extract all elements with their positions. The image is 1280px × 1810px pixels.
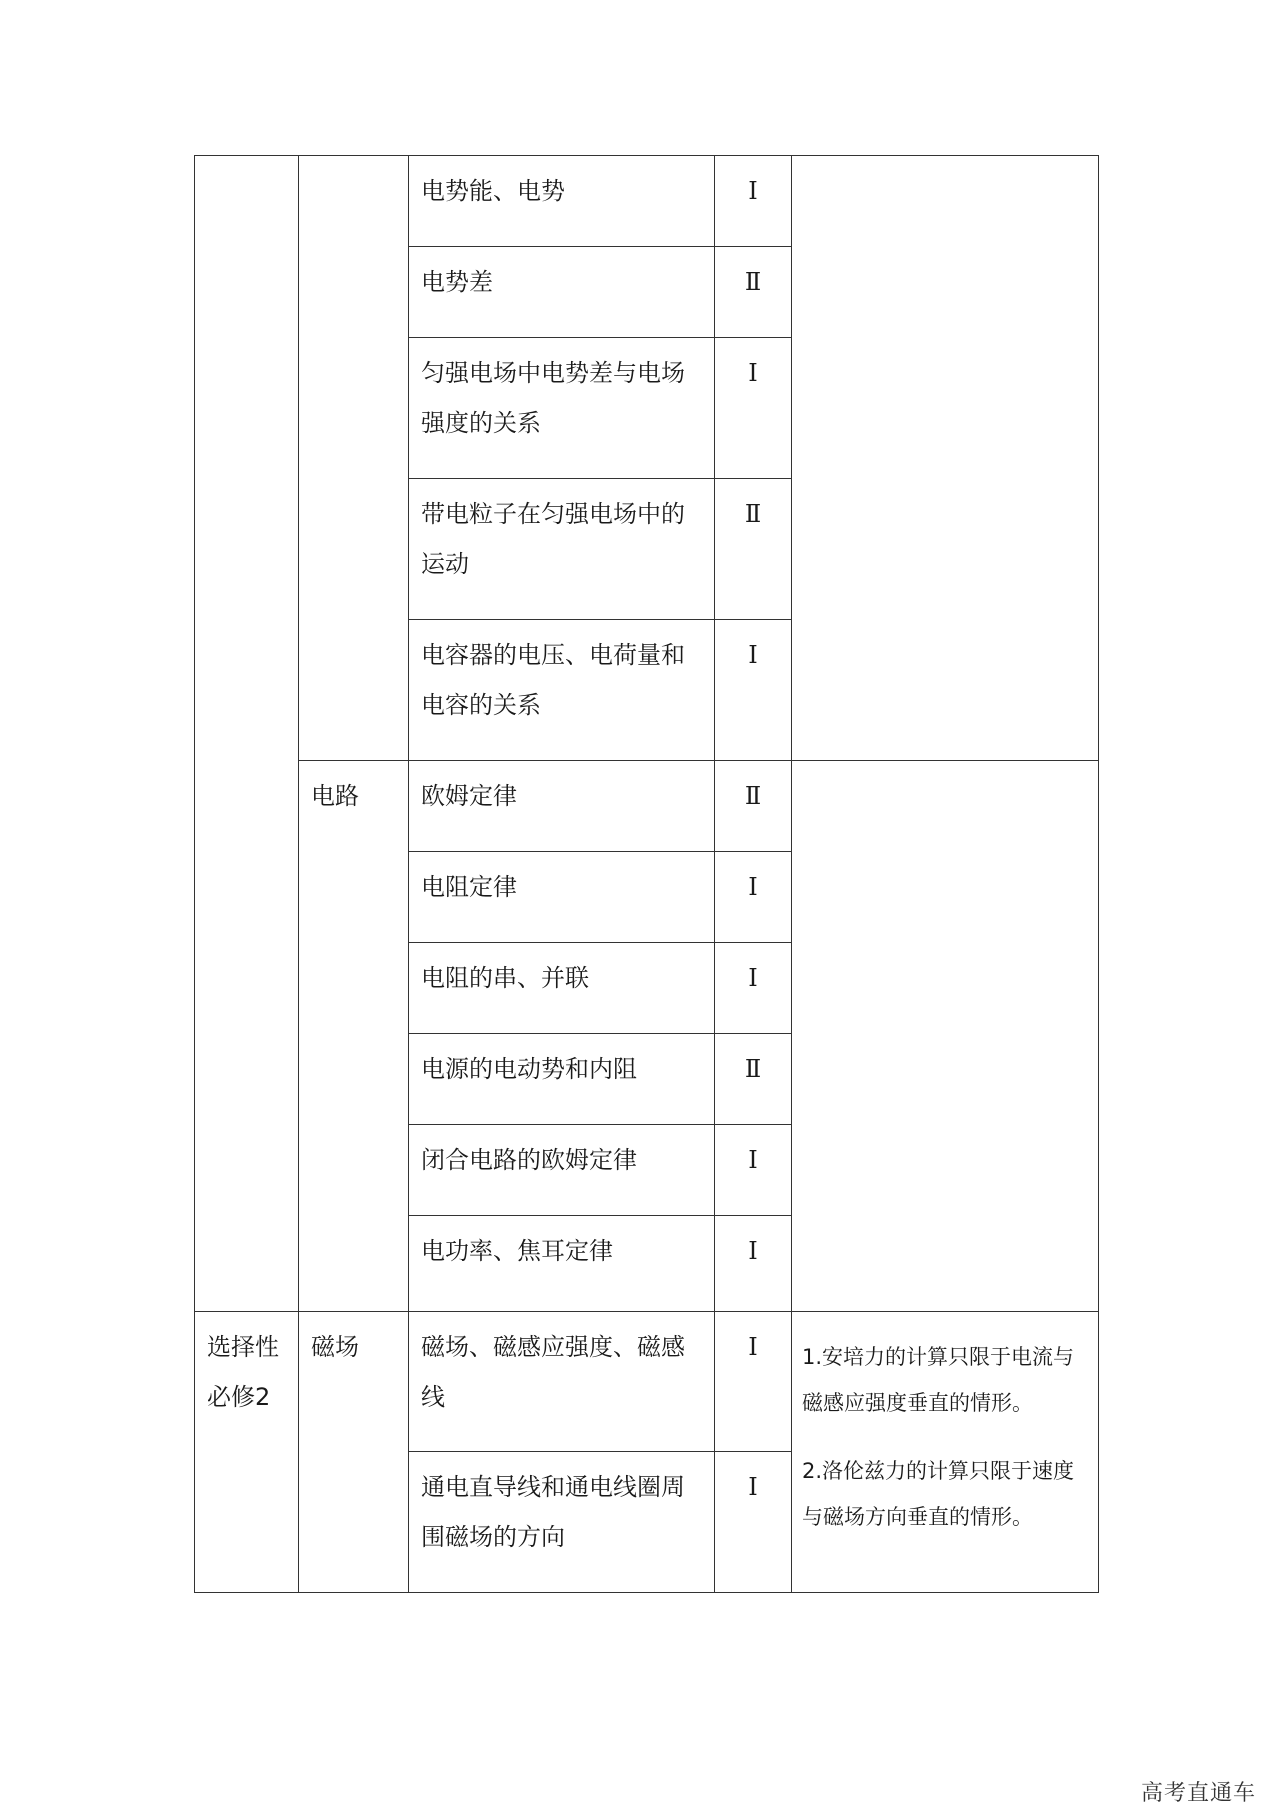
note-item: 1.安培力的计算只限于电流与磁感应强度垂直的情形。 bbox=[802, 1345, 1075, 1415]
content-cell: 匀强电场中电势差与电场强度的关系 bbox=[409, 338, 715, 479]
level-cell: Ⅰ bbox=[715, 1125, 792, 1216]
content-cell: 电容器的电压、电荷量和电容的关系 bbox=[409, 620, 715, 761]
level-cell: Ⅰ bbox=[715, 1216, 792, 1312]
module-cell-blank bbox=[195, 156, 299, 1312]
level-cell: Ⅱ bbox=[715, 761, 792, 852]
level-cell: Ⅰ bbox=[715, 943, 792, 1034]
content-cell: 电阻的串、并联 bbox=[409, 943, 715, 1034]
module-cell: 选择性必修2 bbox=[195, 1312, 299, 1593]
level-cell: Ⅱ bbox=[715, 479, 792, 620]
level-cell: Ⅰ bbox=[715, 156, 792, 247]
notes-cell bbox=[792, 1312, 1099, 1593]
notes-cell-blank bbox=[792, 156, 1099, 761]
level-cell: Ⅱ bbox=[715, 247, 792, 338]
content-cell: 闭合电路的欧姆定律 bbox=[409, 1125, 715, 1216]
topic-cell: 磁场 bbox=[299, 1312, 409, 1593]
content-cell: 电势能、电势 bbox=[409, 156, 715, 247]
content-cell: 电势差 bbox=[409, 247, 715, 338]
level-cell: Ⅰ bbox=[715, 852, 792, 943]
level-cell: Ⅰ bbox=[715, 1312, 792, 1452]
table-row bbox=[195, 1312, 1099, 1452]
content-cell: 电阻定律 bbox=[409, 852, 715, 943]
level-cell: Ⅰ bbox=[715, 338, 792, 479]
content-cell: 带电粒子在匀强电场中的运动 bbox=[409, 479, 715, 620]
table-row bbox=[195, 761, 1099, 852]
content-cell: 欧姆定律 bbox=[409, 761, 715, 852]
content-cell: 通电直导线和通电线圈周围磁场的方向 bbox=[409, 1452, 715, 1593]
level-cell: Ⅱ bbox=[715, 1034, 792, 1125]
syllabus-table bbox=[194, 155, 1099, 1593]
note-item: 2.洛伦兹力的计算只限于速度与磁场方向垂直的情形。 bbox=[802, 1459, 1075, 1529]
content-cell: 电源的电动势和内阻 bbox=[409, 1034, 715, 1125]
content-cell: 电功率、焦耳定律 bbox=[409, 1216, 715, 1312]
level-cell: Ⅰ bbox=[715, 1452, 792, 1593]
watermark-text: 高考直通车 bbox=[1140, 1781, 1256, 1806]
topic-cell-blank bbox=[299, 156, 409, 761]
content-cell: 磁场、磁感应强度、磁感线 bbox=[409, 1312, 715, 1452]
topic-cell: 电路 bbox=[299, 761, 409, 1312]
notes-cell-blank bbox=[792, 761, 1099, 1312]
table-row bbox=[195, 156, 1099, 247]
level-cell: Ⅰ bbox=[715, 620, 792, 761]
